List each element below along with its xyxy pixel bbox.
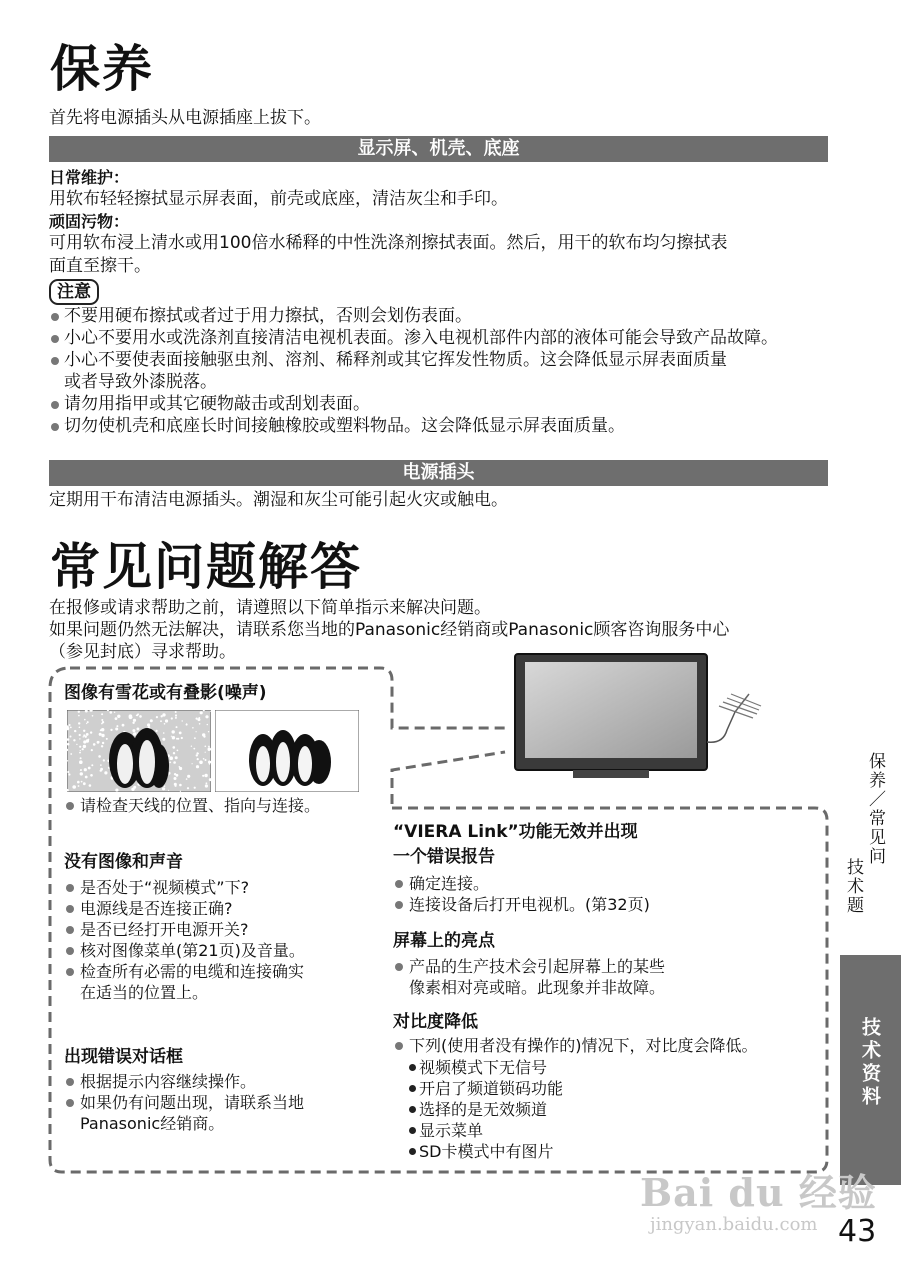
note-item: 小心不要用水或洗涤剂直接清洁电视机表面。渗入电视机部件内部的液体可能会导致产品故障。 xyxy=(49,327,839,349)
faq-title: 常见问题解答 xyxy=(50,538,362,596)
contrast-sub-item: 显示菜单 xyxy=(409,1120,829,1141)
error-dialog-item-continued: Panasonic经销商。 xyxy=(80,1114,225,1133)
no-picture-item: 核对图像菜单(第21页)及音量。 xyxy=(64,940,384,961)
tech-info-tab-label: 技术资料 xyxy=(859,1017,881,1109)
tv-illustration xyxy=(513,652,763,782)
plug-section-bar: 电源插头 xyxy=(49,460,828,486)
viera-item: 连接设备后打开电视机。(第32页) xyxy=(393,894,813,915)
side-nav-col1: 保养／常见问 xyxy=(865,752,885,866)
contrast-sub-list xyxy=(393,1057,829,1162)
side-nav-col2: 技术题 xyxy=(843,858,863,915)
stubborn-dirt-label: 顽固污物： xyxy=(49,212,130,231)
note-item: 小心不要使表面接触驱虫剂、溶剂、稀释剂或其它挥发性物质。这会降低显示屏表面质量 xyxy=(49,349,839,371)
contrast-item: 下列(使用者没有操作的)情况下，对比度会降低。 xyxy=(393,1035,825,1056)
error-dialog-item: 根据提示内容继续操作。 xyxy=(64,1071,384,1092)
plug-section-text: 定期用干布清洁电源插头。潮湿和灰尘可能引起火灾或触电。 xyxy=(49,490,508,510)
display-section-bar: 显示屏、机壳、底座 xyxy=(49,136,828,162)
no-picture-heading: 没有图像和声音 xyxy=(64,852,183,872)
error-dialog-list xyxy=(64,1071,384,1134)
no-picture-item: 是否处于“视频模式”下? xyxy=(64,877,384,898)
note-badge: 注意 xyxy=(49,279,99,305)
noise-tip-list xyxy=(64,795,384,816)
page-number: 43 xyxy=(838,1214,877,1249)
note-item: 请勿用指甲或其它硬物敲击或刮划表面。 xyxy=(49,393,839,415)
no-picture-item: 是否已经打开电源开关? xyxy=(64,919,384,940)
contrast-sub-item: 开启了频道锁码功能 xyxy=(409,1078,829,1099)
bright-spots-item: 产品的生产技术会引起屏幕上的某些 xyxy=(393,956,813,977)
contrast-sub-item: SD卡模式中有图片 xyxy=(409,1141,829,1162)
noise-heading: 图像有雪花或有叠影(噪声) xyxy=(64,683,267,703)
maintenance-title: 保养 xyxy=(50,40,154,98)
bright-spots-list xyxy=(393,956,813,998)
faq-intro-line1: 在报修或请求帮助之前，请遵照以下简单指示来解决问题。 xyxy=(49,598,491,618)
maintenance-intro: 首先将电源插头从电源插座上拔下。 xyxy=(49,108,321,128)
error-dialog-heading: 出现错误对话框 xyxy=(64,1047,183,1067)
faq-intro-line2: 如果问题仍然无法解决，请联系您当地的Panasonic经销商或Panasonic顾客咨询服务中心 xyxy=(49,620,730,640)
contrast-list xyxy=(393,1035,825,1056)
no-picture-item-continued: 在适当的位置上。 xyxy=(80,983,209,1002)
faq-intro-line3: （参见封底）寻求帮助。 xyxy=(49,642,236,662)
noise-tip: 请检查天线的位置、指向与连接。 xyxy=(64,795,384,816)
contrast-sub-item: 选择的是无效频道 xyxy=(409,1099,829,1120)
no-picture-item: 电源线是否连接正确? xyxy=(64,898,384,919)
daily-care-label: 日常维护： xyxy=(49,168,130,187)
no-picture-item: 检查所有必需的电缆和连接确实 xyxy=(64,961,384,982)
note-item: 切勿使机壳和底座长时间接触橡胶或塑料物品。这会降低显示屏表面质量。 xyxy=(49,415,839,437)
baidu-watermark-logo: Bai du 经验 xyxy=(640,1170,877,1215)
noisy-picture-example xyxy=(67,710,211,792)
note-item: 不要用硬布擦拭或者过于用力擦拭，否则会划伤表面。 xyxy=(49,305,839,327)
bright-spots-item-continued: 像素相对亮或暗。此现象并非故障。 xyxy=(409,978,666,997)
note-item-continued: 或者导致外漆脱落。 xyxy=(64,372,217,392)
viera-item: 确定连接。 xyxy=(393,873,813,894)
tech-info-tab[interactable] xyxy=(840,955,901,1185)
ghost-picture-example xyxy=(215,710,359,792)
viera-list xyxy=(393,873,813,915)
contrast-heading: 对比度降低 xyxy=(393,1012,478,1032)
contrast-sub-item: 视频模式下无信号 xyxy=(409,1057,829,1078)
viera-heading-line1: “VIERA Link”功能无效并出现 xyxy=(393,822,638,842)
daily-care-text: 用软布轻轻擦拭显示屏表面，前壳或底座，清洁灰尘和手印。 xyxy=(49,189,508,209)
bright-spots-heading: 屏幕上的亮点 xyxy=(393,931,495,951)
error-dialog-item: 如果仍有问题出现，请联系当地 xyxy=(64,1092,384,1113)
viera-heading-line2: 一个错误报告 xyxy=(393,847,495,867)
no-picture-list xyxy=(64,877,384,1003)
baidu-watermark-url: jingyan.baidu.com xyxy=(650,1214,818,1235)
stubborn-dirt-line2: 面直至擦干。 xyxy=(49,256,151,276)
stubborn-dirt-line1: 可用软布浸上清水或用100倍水稀释的中性洗涤剂擦拭表面。然后，用干的软布均匀擦拭表 xyxy=(49,233,728,253)
